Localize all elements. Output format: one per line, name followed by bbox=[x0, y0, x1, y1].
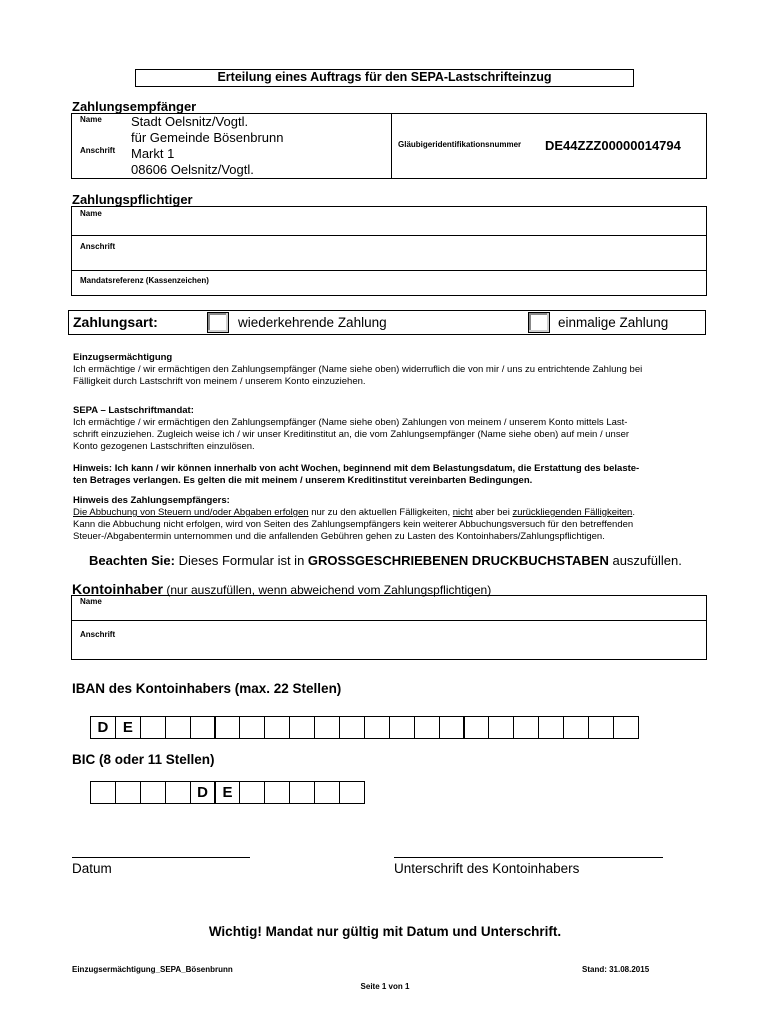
iban-heading: IBAN des Kontoinhabers (max. 22 Stellen) bbox=[72, 681, 342, 696]
iban-cell-21[interactable] bbox=[588, 716, 614, 739]
mandate-heading: SEPA – Lastschriftmandat: bbox=[73, 405, 194, 416]
bic-cell-2[interactable] bbox=[115, 781, 141, 804]
iban-cell-5[interactable] bbox=[190, 716, 216, 739]
caps-note-b: Dieses Formular ist in bbox=[174, 553, 308, 568]
payer-divider-2 bbox=[71, 270, 707, 271]
bic-cell-5[interactable]: D bbox=[190, 781, 216, 804]
date-line[interactable] bbox=[72, 857, 250, 858]
account-holder-name-label[interactable]: Name bbox=[80, 597, 102, 606]
caps-note bbox=[89, 553, 682, 568]
iban-cell-12[interactable] bbox=[364, 716, 390, 739]
mandate-line-1: Ich ermächtige / wir ermächtigen den Zahlungsempfänger (Name siehe oben) Zahlungen von meinem / unserem Konto mittels Last- bbox=[73, 417, 628, 428]
payee-name-label: Name bbox=[80, 115, 102, 124]
iban-cell-9[interactable] bbox=[289, 716, 315, 739]
signature-line[interactable] bbox=[394, 857, 663, 858]
iban-cell-18[interactable] bbox=[513, 716, 539, 739]
bic-cell-3[interactable] bbox=[140, 781, 166, 804]
bic-cell-7[interactable] bbox=[239, 781, 265, 804]
recurring-checkbox[interactable] bbox=[207, 312, 229, 333]
important-note: Wichtig! Mandat nur gültig mit Datum und Unterschrift. bbox=[208, 924, 562, 939]
notice-line-2: ten Betrages verlangen. Es gelten die mit meinem / unserem Kreditinstitut vereinbarten Bedingungen. bbox=[73, 475, 533, 486]
bic-input-row bbox=[90, 781, 365, 804]
single-label: einmalige Zahlung bbox=[558, 315, 669, 330]
footer-date: Stand: 31.08.2015 bbox=[582, 965, 650, 974]
account-holder-title: Kontoinhaber bbox=[72, 581, 163, 597]
payer-name-label[interactable]: Name bbox=[80, 209, 102, 218]
iban-cell-17[interactable] bbox=[488, 716, 514, 739]
bic-cell-1[interactable] bbox=[90, 781, 116, 804]
iban-cell-1[interactable]: D bbox=[90, 716, 116, 739]
payee-line-1: Stadt Oelsnitz/Vogtl. bbox=[131, 114, 249, 129]
payee-address-label: Anschrift bbox=[80, 146, 116, 155]
creditor-id: DE44ZZZ00000014794 bbox=[545, 138, 681, 153]
payee-notice-line-3: Steuer-/Abgabentermin unternommen und die anfallenden Gebühren gehen zu Lasten des Kontoinhabers/Zahlungspflichtigen. bbox=[73, 531, 605, 542]
iban-cell-11[interactable] bbox=[339, 716, 365, 739]
payee-notice-text-d: aber bei bbox=[472, 507, 513, 518]
authorization-line-1: Ich ermächtige / wir ermächtigen den Zahlungsempfänger (Name siehe oben) widerruflich die von mir / uns zu entrichtende Zahlung bei bbox=[73, 364, 643, 375]
payee-line-2: für Gemeinde Bösenbrunn bbox=[131, 130, 284, 145]
account-holder-box bbox=[71, 595, 707, 660]
iban-cell-20[interactable] bbox=[563, 716, 589, 739]
payee-notice-text-f: . bbox=[632, 507, 635, 518]
creditor-id-label: Gläubigeridentifikationsnummer bbox=[398, 140, 522, 149]
mandate-line-3: Konto gezogenen Lastschriften einzulösen. bbox=[73, 441, 255, 452]
bic-heading: BIC (8 oder 11 Stellen) bbox=[72, 752, 215, 767]
single-checkbox[interactable] bbox=[528, 312, 550, 333]
iban-cell-3[interactable] bbox=[140, 716, 166, 739]
iban-cell-16[interactable] bbox=[464, 716, 490, 739]
iban-cell-8[interactable] bbox=[264, 716, 290, 739]
mandate-reference-label[interactable]: Mandatsreferenz (Kassenzeichen) bbox=[80, 276, 209, 285]
payee-notice-text-b: nur zu den aktuellen Fälligkeiten, bbox=[308, 507, 453, 518]
caps-note-a: Beachten Sie: bbox=[89, 553, 175, 568]
account-holder-sub: (nur auszufüllen, wenn abweichend vom Zahlungspflichtigen) bbox=[163, 583, 492, 597]
payment-type-label: Zahlungsart: bbox=[73, 314, 158, 330]
iban-cell-10[interactable] bbox=[314, 716, 340, 739]
payee-notice-heading: Hinweis des Zahlungsempfängers: bbox=[73, 495, 230, 506]
iban-cell-4[interactable] bbox=[165, 716, 191, 739]
footer-filename: Einzugsermächtigung_SEPA_Bösenbrunn bbox=[72, 965, 233, 974]
bic-cell-10[interactable] bbox=[314, 781, 340, 804]
payer-address-label[interactable]: Anschrift bbox=[80, 242, 116, 251]
payer-divider-1 bbox=[71, 235, 707, 236]
payee-divider bbox=[391, 113, 392, 179]
signature-label: Unterschrift des Kontoinhabers bbox=[394, 861, 580, 876]
iban-cell-6[interactable] bbox=[215, 716, 241, 739]
payer-heading: Zahlungspflichtiger bbox=[72, 192, 193, 207]
iban-input-row bbox=[90, 716, 638, 739]
bic-cell-6[interactable]: E bbox=[215, 781, 241, 804]
date-label: Datum bbox=[72, 861, 112, 876]
mandate-line-2: schrift einzuziehen. Zugleich weise ich / wir unser Kreditinstitut an, die vom Zahlungsempfänger (Name siehe oben) auf mein / unser bbox=[73, 429, 630, 440]
payee-notice-underlined-e: zurückliegenden Fälligkeiten bbox=[512, 507, 633, 518]
caps-note-c: GROSSGESCHRIEBENEN DRUCKBUCHSTABEN bbox=[307, 553, 609, 568]
iban-cell-14[interactable] bbox=[414, 716, 440, 739]
account-holder-divider bbox=[71, 620, 707, 621]
payee-notice-line-1 bbox=[73, 507, 635, 520]
authorization-heading: Einzugsermächtigung bbox=[73, 352, 173, 363]
payee-notice-underlined-c: nicht bbox=[452, 507, 473, 518]
iban-cell-2[interactable]: E bbox=[115, 716, 141, 739]
bic-cell-8[interactable] bbox=[264, 781, 290, 804]
iban-cell-22[interactable] bbox=[613, 716, 639, 739]
bic-cell-9[interactable] bbox=[289, 781, 315, 804]
iban-cell-13[interactable] bbox=[389, 716, 415, 739]
payee-notice-underlined-a: Die Abbuchung von Steuern und/oder Abgaben erfolgen bbox=[73, 507, 309, 518]
payee-line-4: 08606 Oelsnitz/Vogtl. bbox=[131, 162, 254, 177]
payee-line-3: Markt 1 bbox=[131, 146, 175, 161]
iban-cell-15[interactable] bbox=[439, 716, 465, 739]
iban-cell-7[interactable] bbox=[239, 716, 265, 739]
payee-heading: Zahlungsempfänger bbox=[72, 99, 197, 114]
page-title: Erteilung eines Auftrags für den SEPA-Lastschrifteinzug bbox=[217, 70, 552, 84]
bic-cell-11[interactable] bbox=[339, 781, 365, 804]
iban-cell-19[interactable] bbox=[538, 716, 564, 739]
recurring-label: wiederkehrende Zahlung bbox=[238, 315, 387, 330]
bic-cell-4[interactable] bbox=[165, 781, 191, 804]
account-holder-address-label[interactable]: Anschrift bbox=[80, 630, 116, 639]
authorization-line-2: Fälligkeit durch Lastschrift von meinem / unserem Konto einzuziehen. bbox=[73, 376, 366, 387]
footer-page: Seite 1 von 1 bbox=[360, 982, 410, 991]
caps-note-d: auszufüllen. bbox=[608, 553, 682, 568]
payee-notice-line-2: Kann die Abbuchung nicht erfolgen, wird von Seiten des Zahlungsempfängers kein weiterer Abbuchungsversuch für den betreffenden bbox=[73, 519, 634, 530]
notice-line-1: Hinweis: Ich kann / wir können innerhalb von acht Wochen, beginnend mit dem Belastungsdatum, die Erstattung des belaste- bbox=[73, 463, 640, 474]
